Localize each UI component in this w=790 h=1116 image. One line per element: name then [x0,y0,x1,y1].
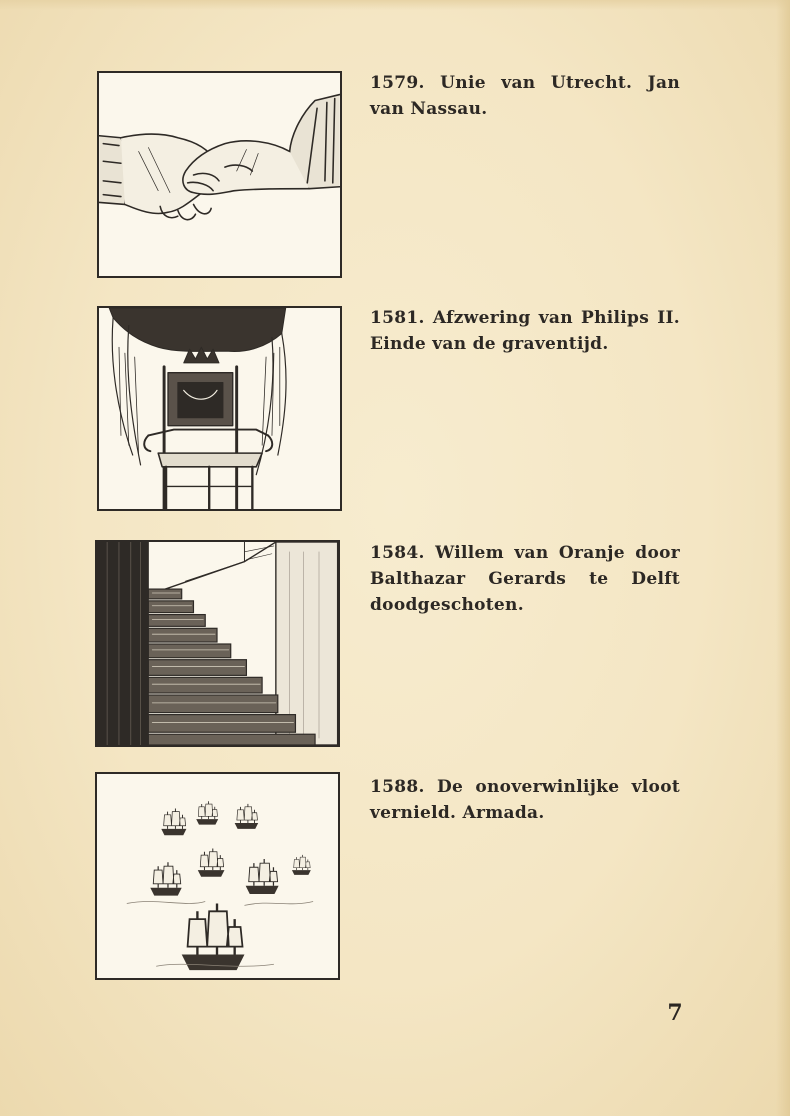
caption-1584: 1584. Willem van Oranje door Balthazar Gerards te Delft doodgeschoten. [370,543,680,615]
armada-ships-illustration [95,772,340,980]
caption-1588: 1588. De onoverwinlijke vloot vernield. Armada. [370,777,680,823]
handshake-icon [99,73,340,276]
handshake-illustration [97,71,342,278]
armada-ships-icon [97,774,338,978]
staircase-icon [97,542,338,745]
caption-1581: 1581. Afzwering van Philips II. Einde van de graventijd. [370,308,680,354]
throne-icon [99,308,340,509]
caption-1579: 1579. Unie van Utrecht. Jan van Nassau. [370,73,680,119]
paper-edge-top [0,0,790,10]
page-number: 7 [667,1000,683,1026]
paper-edge-right [776,0,790,1116]
throne-illustration [97,306,342,511]
staircase-illustration [95,540,340,747]
